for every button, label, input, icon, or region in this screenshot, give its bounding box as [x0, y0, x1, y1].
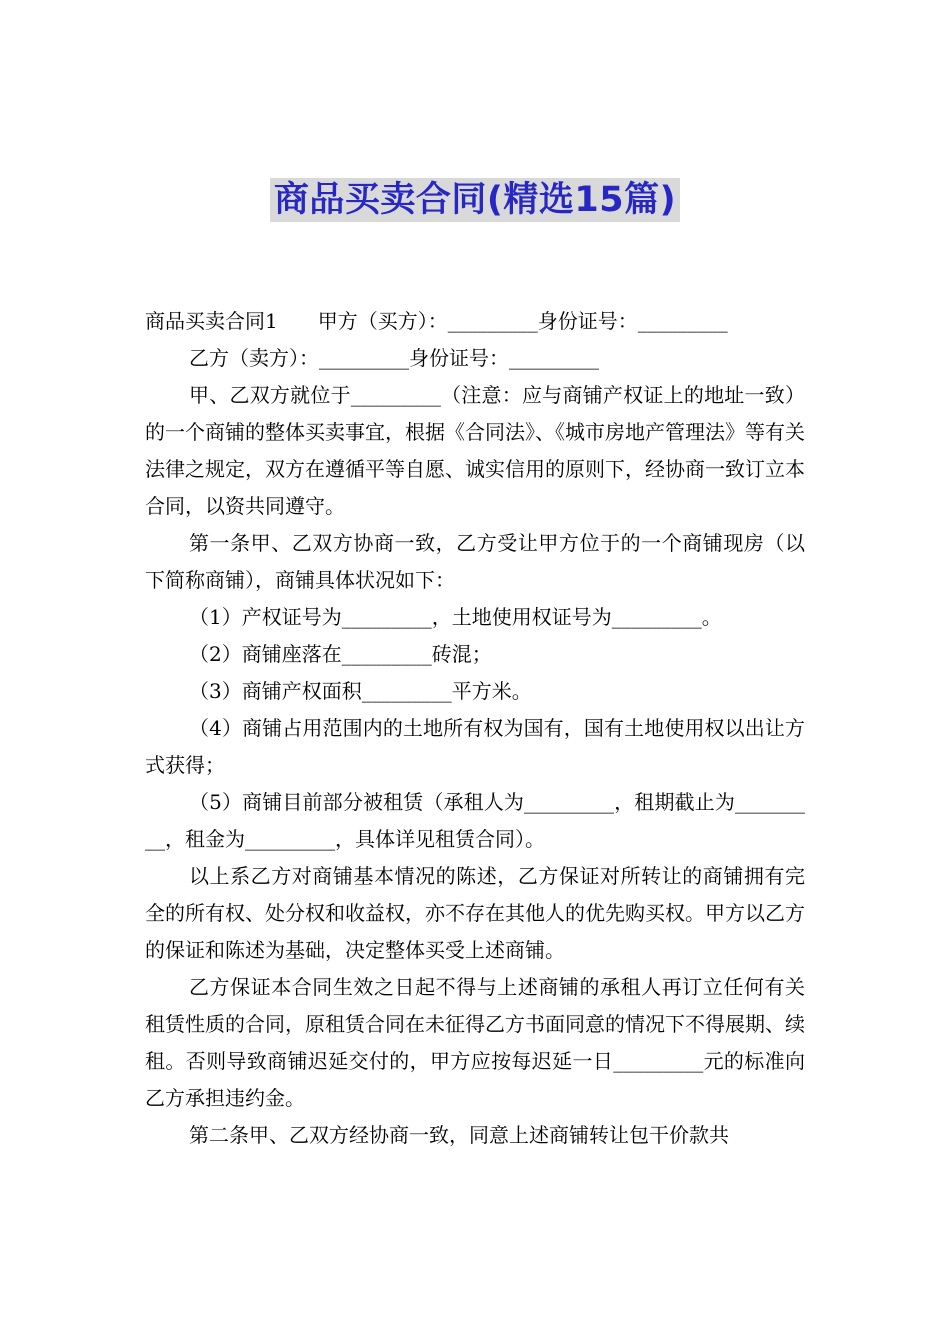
paragraph-preamble: 甲、乙双方就位于_________（注意：应与商铺产权证上的地址一致）的一个商铺的整体买卖事宜，根据《合同法》、《城市房地产管理法》等有关法律之规定，双方在遵循平等自愿、诚实信用的原则下，经协商一致订立本合同，以资共同遵守。	[145, 383, 805, 518]
paragraph-article-2: 第二条甲、乙双方经协商一致，同意上述商铺转让包干价款共	[189, 1123, 729, 1147]
paragraph-intro: 商品买卖合同1 甲方（买方）：_________身份证号：_________	[145, 309, 728, 333]
document-title: 商品买卖合同(精选15篇)	[270, 178, 680, 222]
paragraph-item-5: （5）商铺目前部分被租赁（承租人为_________，租期截止为_________，租金为_________，具体详见租赁合同）。	[145, 790, 805, 851]
paragraph-seller: 乙方（卖方）：_________身份证号：_________	[189, 346, 599, 370]
paragraph-item-3: （3）商铺产权面积_________平方米。	[189, 679, 532, 703]
paragraph-item-2: （2）商铺座落在_________砖混；	[189, 642, 492, 666]
document-body	[145, 303, 805, 1154]
paragraph-article-1: 第一条甲、乙双方协商一致，乙方受让甲方位于的一个商铺现房（以下简称商铺），商铺具体状况如下：	[145, 531, 805, 592]
paragraph-item-1: （1）产权证号为_________，土地使用权证号为_________。	[189, 605, 722, 629]
paragraph-seller-guarantee: 乙方保证本合同生效之日起不得与上述商铺的承租人再订立任何有关租赁性质的合同，原租赁合同在未征得乙方书面同意的情况下不得展期、续租。否则导致商铺迟延交付的，甲方应按每迟延一日_________元的标准向乙方承担违约金。	[145, 975, 805, 1110]
paragraph-item-4: （4）商铺占用范围内的土地所有权为国有，国有土地使用权以出让方式获得；	[145, 716, 805, 777]
title-container	[0, 178, 950, 222]
paragraph-seller-statement: 以上系乙方对商铺基本情况的陈述，乙方保证对所转让的商铺拥有完全的所有权、处分权和收益权，亦不存在其他人的优先购买权。甲方以乙方的保证和陈述为基础，决定整体买受上述商铺。	[145, 864, 805, 962]
